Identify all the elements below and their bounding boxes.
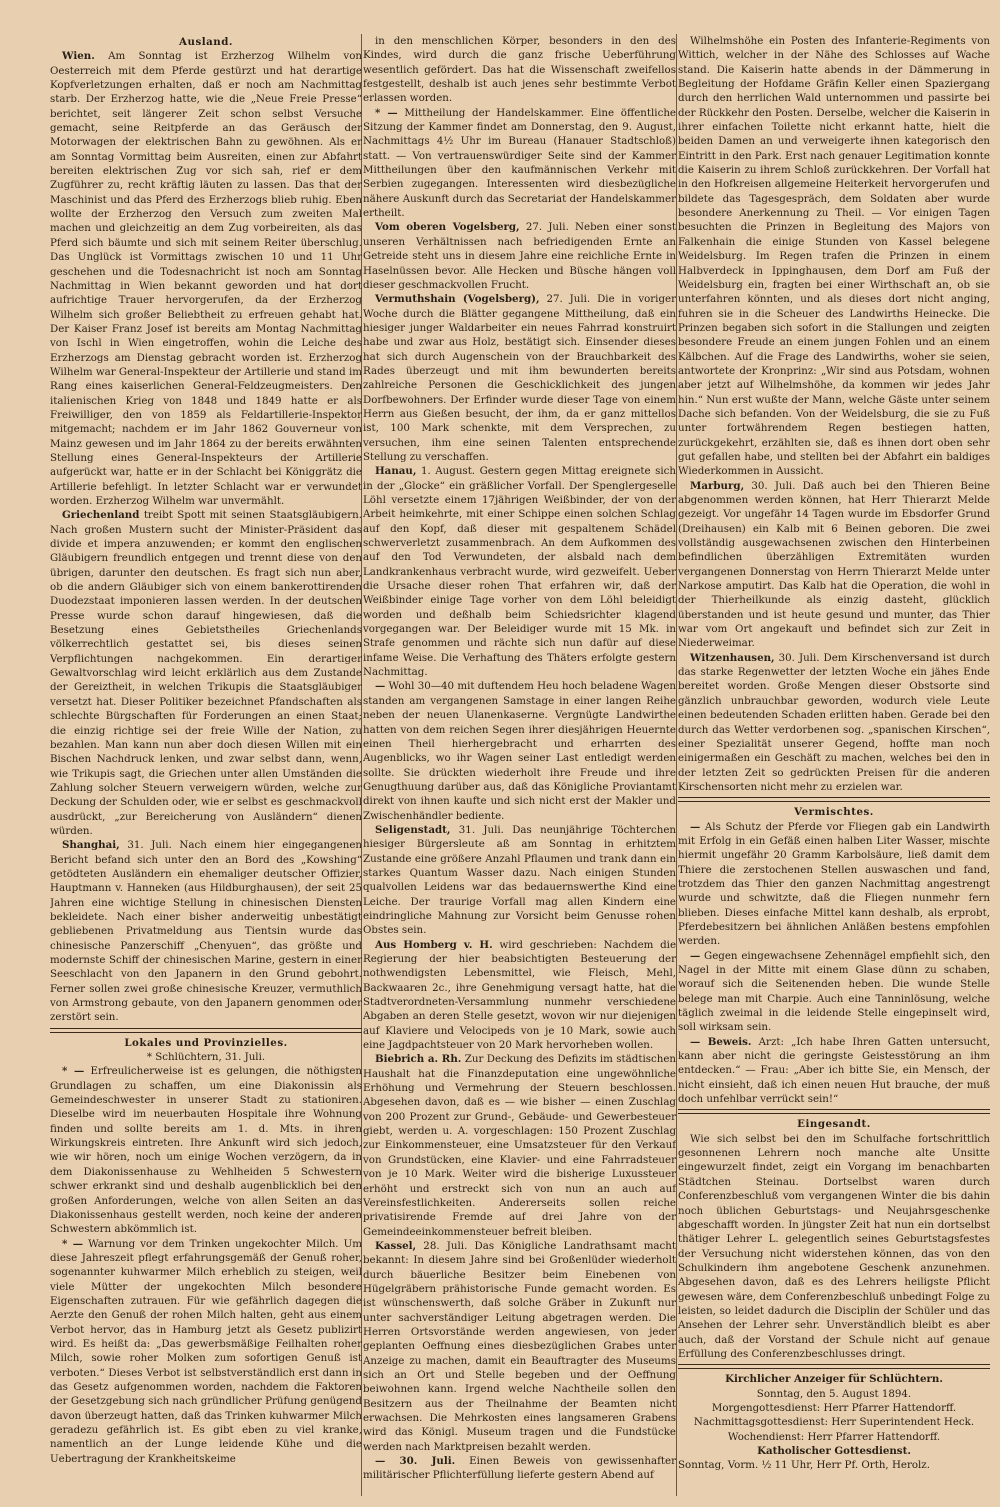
- article-text: 27. Juli. Neben einer sonst unseren Verhältnissen nach befriedigenden Ernte an Getreide steht uns in diesem Jahre eine reichliche Ernte in Haselnüssen bevor. Alle Hecken und Büsche hängen voll dieser geschmackvollen Frucht.: [363, 221, 676, 291]
- article-paragraph: [363, 106, 676, 221]
- church-line: Sonntag, Vorm. ½ 11 Uhr, Herr Pf. Orth, Herolz.: [678, 1459, 930, 1472]
- article-paragraph: [678, 1035, 990, 1107]
- article-lead: Griechenland: [62, 509, 140, 522]
- article-text: Am Sonntag ist Erzherzog Wilhelm von Oesterreich mit dem Pferde gestürzt und hat derartige Kopfverletzungen erhalten, daß er noch am Nachmittag starb. Der Erzherzog hatte, wie die „Neue Freie Presse“ berichtet, seit längerer Zeit schon selbst Versuche gemacht, seine Reitpferde an das Geräusch der Motorwagen der elektrischen Bahn zu gewöhnen. Als er am Sonntag Vormittag beim Ausreiten, einen zur Abfahrt bereiten elektrischen Zug vor sich sah, rief er dem Zugführer zu, recht kräftig läuten zu lassen. Das that der Maschinist und das Pferd des Erzherzogs blieb ruhig. Eben wollte der Erzherzog den Versuch zum zweiten Mal machen und gleichzeitig an dem Zug vorbeireiten, als das Pferd sich bäumte und sich mit seinem Reiter überschlug. Das Unglück ist Vormittags zwischen 10 und 11 Uhr geschehen und die Todesnachricht ist noch am Sonntag Nachmittag in Wien bekannt geworden und hat dort aufrichtige Trauer hervorgerufen, da der Erzherzog Wilhelm sich großer Beliebtheit zu erfreuen gehabt hat. Der Kaiser Franz Josef ist bereits am Montag Nachmittag von Ischl in Wien eingetroffen, wohin die Leiche des Erzherzogs am Dienstag gebracht worden ist. Erzherzog Wilhelm war General-Inspekteur der Artillerie und stand im Rang eines kaiserlichen General-Feldzeugmeisters. Den italienischen Krieg von 1848 und 1849 hatte er als Freiwilliger, den von 1859 als Feldartillerie-Inspektor mitgemacht; nachdem er im Jahr 1862 Gouverneur von Mainz gewesen und im Jahr 1864 zu der bereits erwähnten Stellung eines General-Inspekteurs der Artillerie aufgerückt war, hatte er in der Schlacht bei Königgrätz die Artillerie befehligt. In letzter Schlacht war er verwundet worden. Erzherzog Wilhelm war unvermählt.: [50, 50, 362, 507]
- article-lead: Aus Homberg v. H.: [375, 938, 493, 951]
- column-2: [363, 34, 676, 1496]
- article-paragraph: [678, 651, 990, 794]
- article-text: Als Schutz der Pferde vor Fliegen gab ein Landwirth mit Erfolg in ein Gefäß einen halben Liter Wasser, mischte hiermit ungefähr 20 Gramm Karbolsäure, ließ damit dem Thiere die zerstochenen Stellen auswaschen und fand, trotzdem das Thier den ganzen Nachmittag angestrengt wurde und schwitzte, daß die Fliegen nunmehr fern blieben. Dieses einfache Mittel kann deshalb, als erprobt, Pferdebesitzern bei ähnlichen Anläßen bestens empfohlen werden.: [678, 820, 990, 948]
- section-heading-lokales: Lokales und Provinzielles.: [124, 1036, 288, 1049]
- article-paragraph: [363, 679, 676, 822]
- article-text: treibt Spott mit seinen Staatsgläubigern. Nach großen Mustern sucht der Minister-Präsident das divide et impera anzuwenden; er kommt den englischen Gläubigern freundlich entgegen und trennt diese von den übrigen, darunter den deutschen. Es fragt sich nun aber, ob die andern Gläubiger sich von einem bankerottirenden Duodezstaat imponieren lassen werden. In der deutschen Presse wurde schon darauf hingewiesen, daß die Besetzung eines Gebietstheiles Griechenlands völkerrechtlich gestattet sei, bis dieses seinen Verpflichtungen nachgekommen. Ein derartiger Gewaltvorschlag wird leicht erklärlich aus dem Zustande der Gereiztheit, in welchen Trikupis die Staatsgläubiger versetzt hat. Dieser Politiker bezeichnet Pfandschaften als schlechte Bürgschaften für Forderungen an einen Staat; die einzig richtige sei der freie Wille der Nation, zu bezahlen. Man kann nun aber doch diesen Willen mit ein Bischen Nachdruck lenken, und zwar selbst dann, wenn, wie Trikupis sagt, die Griechen unter allen Umständen die Zahlung solcher Steuern verweigern würden, welche zur Deckung der Schulden oder, wie er selbst es geschmackvoll ausdrückt, „zur Bereicherung von Ausländern“ dienen würden.: [50, 509, 362, 837]
- church-line: Morgengottesdienst: Herr Pfarrer Hattendorff.: [711, 1401, 957, 1414]
- article-paragraph: [363, 1239, 676, 1454]
- article-lead: Shanghai,: [62, 839, 120, 852]
- section-divider: [678, 1109, 990, 1114]
- article-lead: Marburg,: [690, 479, 745, 492]
- article-paragraph: [678, 1132, 990, 1362]
- article-lead: — Beweis.: [690, 1035, 752, 1048]
- article-paragraph: [50, 1237, 362, 1467]
- article-lead: —: [690, 820, 701, 833]
- section-heading-ausland: Ausland.: [179, 36, 233, 48]
- article-lead: Vermuthshain (Vogelsberg),: [375, 293, 540, 306]
- article-paragraph: [363, 823, 676, 938]
- article-text: 31. Juli. Nach einem hier eingegangenen Bericht befand sich unter den an Bord des „Kowshing“ getödteten Ausländern ein ehemaliger deutscher Offizier, Hauptmann v. Hanneken (aus Hildburghausen), der seit 25 Jahren eine wichtige Stellung in chinesischen Diensten bekleidete. Nach einer bisher anderweitig unbestätigt gebliebenen Privatmeldung aus Tientsin wurde das chinesische Panzerschiff „Chenyuen“, das größte und modernste Schiff der chinesischen Marine, gestern in einer Seeschlacht von den Japanern in den Grund gebohrt. Ferner sollen zwei große chinesische Kreuzer, vermuthlich von Armstrong gebaute, von den Japanern genommen oder zerstört sein.: [50, 839, 362, 1024]
- article-text: 28. Juli. Das Königliche Landrathsamt macht bekannt: In diesem Jahre sind bei Großenlüder wiederholt durch bäuerliche Besitzer beim Einebenen von Hügelgräbern prähistorische Funde gemacht worden. Es ist wünschenswerth, daß solche Gräber in Zukunft nur unter sachverständiger Leitung abgetragen werden. Die Herren Ortsvorstände werden angewiesen, von jeder geplanten Oeffnung eines diesbezüglichen Grabes unter Anzeige zu machen, damit ein Beauftragter des Museums sich an Ort und Stelle begeben und der Oeffnung beiwohnen kann. Irgend welche Nachtheile sollen den Besitzern aus der Theilnahme der Beamten nicht erwachsen. Die Mehrkosten eines langsameren Grabens wird das Königl. Museum tragen und die Fundstücke werden nach Marktpreisen bezahlt werden.: [363, 1239, 676, 1453]
- dateline: * Schlüchtern, 31. Juli.: [146, 1051, 266, 1064]
- article-text: Erfreulicherweise ist es gelungen, die nöthigsten Grundlagen zu schaffen, um eine Diakonissin als Gemeindeschwester in unserer Stadt zu stationiren. Dieselbe wird im neuerbauten Hospitale ihre Wohnung finden und sollte bereits am 1. d. Mts. in ihren Wirkungskreis eintreten. Ihre Ankunft wird sich jedoch, wie wir hören, noch um einige Wochen verzögern, da in dem Diakonissenhause zu Wehlheiden 5 Schwestern schwer erkrankt sind und deshalb augenblicklich bei den großen Anforderungen, welche von allen Seiten an das Diakonissenhaus gestellt werden, noch keine der anderen Schwestern abkömmlich ist.: [50, 1065, 362, 1236]
- article-text: Zur Deckung des Defizits im städtischen Haushalt hat die Finanzdeputation eine ungewöhnliche Erhöhung und Vermehrung der Steuern beschlossen. Abgesehen davon, daß es — wie bisher — einen Zuschlag von 200 Prozent zur Grund-, Gebäude- und Gewerbesteuer giebt, werden u. A. vorgeschlagen: 150 Prozent Zuschlag zur Einkommensteuer, eine Umsatzsteuer für den Verkauf von Grundstücken, eine Klavier- und eine Fahrradsteuer von je 10 Mark. Weiter wird die bisherige Luxussteuer erhöht und erstreckt sich von nun an auch auf Vereinsfestlichkeiten. Andererseits sollen reiche privatisirende Fremde auf drei Jahre von der Gemeindeeinkommensteuer befreit bleiben.: [363, 1053, 676, 1238]
- column-rule: [676, 34, 677, 1496]
- article-paragraph: [678, 34, 990, 479]
- article-text: 27. Juli. Die in voriger Woche durch die Blätter gegangene Mittheilung, daß ein hiesiger junger Waldarbeiter ein neues Fahrrad konstruirt habe und zwar aus Holz, bestätigt sich. Einsender dieses hat sich durch Augenschein von der Brauchbarkeit des Rades überzeugt und mit ihm bewunderten bereits zahlreiche Personen die Geschicklichkeit des jungen Dorfbewohners. Der Erfinder wurde dieser Tage von einem Herrn aus Gießen besucht, der ihm, da er ganz mittellos ist, 100 Mark schenkte, mit dem Versprechen, zu versuchen, ihm eine seinen Talenten entsprechende Stellung zu verschaffen.: [363, 293, 676, 463]
- section-divider: [678, 797, 990, 802]
- church-line: Nachmittagsgottesdienst: Herr Superintendent Heck.: [693, 1416, 975, 1429]
- article-paragraph: [50, 838, 362, 1024]
- section-divider: [50, 1028, 362, 1033]
- article-paragraph: [363, 938, 676, 1053]
- article-paragraph: [50, 508, 362, 838]
- article-paragraph: [363, 220, 676, 292]
- church-date: Sonntag, den 5. August 1894.: [756, 1387, 912, 1400]
- article-text: Einen Beweis von gewissenhafter militärischer Pflichterfüllung lieferte gestern Abend auf: [363, 1455, 676, 1482]
- article-text: 31. Juli. Das neunjährige Töchterchen hiesiger Bürgersleute aß am Sonntag in erhitztem Zustande eine größere Anzahl Pflaumen und trank dann ein starkes Quantum Wasser dazu. Nach einigen Stunden qualvollen Leidens war das bedauernswerthe Kind eine Leiche. Der traurige Vorfall mag allen Kindern eine eindringliche Mahnung zur Vorsicht beim Genusse rohen Obstes sein.: [363, 823, 676, 937]
- article-paragraph: [363, 1052, 676, 1238]
- church-line: Wochendienst: Herr Pfarrer Hattendorff.: [727, 1430, 941, 1443]
- article-paragraph: [678, 820, 990, 949]
- article-paragraph: [50, 1064, 362, 1236]
- article-paragraph: [363, 1454, 676, 1483]
- article-text: 30. Juli. Dem Kirschenversand ist durch das starke Regenwetter der letzten Woche ein jähes Ende bereitet worden. Große Mengen dieser Obstsorte sind gänzlich unbrauchbar geworden, wodurch viele Leute einen bedeutenden Schaden erlitten haben. Gerade bei den durch das Wetter verdorbenen sog. „spanischen Kirschen“, einer Spezialität unserer Gegend, hoffte man noch einigermaßen ein Geschäft zu machen, welches bei den in der letzten Zeit so gedrückten Preisen für die anderen Kirschensorten nicht mehr zu erzielen war.: [678, 651, 990, 793]
- article-lead: Kassel,: [375, 1239, 417, 1252]
- article-lead: Witzenhausen,: [690, 651, 775, 664]
- column-1: [50, 34, 362, 1496]
- article-paragraph: [363, 34, 676, 106]
- article-lead: Seligenstadt,: [375, 823, 451, 836]
- article-text: Gegen eingewachsene Zehennägel empfiehlt sich, den Nagel in der Mitte mit einem Glase dünn zu schaben, worauf sich die Seitenenden heben. Die wunde Stelle belege man mit Charpie. Auch eine Tanninlösung, welche täglich zweimal in die leidende Stelle eingepinselt wird, soll wirksam sein.: [678, 949, 990, 1034]
- article-lead: — 30. Juli.: [375, 1455, 456, 1468]
- article-paragraph: [50, 49, 362, 508]
- article-text: Warnung vor dem Trinken ungekochter Milch. Um diese Jahreszeit pflegt erfahrungsgemäß der Genuß roher, sogenannter kuhwarmer Milch erheblich zu steigen, weil viele Mütter der ungekochten Milch besondere Eigenschaften zutrauen. Für wie gefährlich dagegen die Aerzte den Genuß der rohen Milch halten, geht aus einem Verbot hervor, das in Hamburg jetzt als Gesetz publizirt wird. Es heißt da: „Das gewerbsmäßige Feilhalten roher Milch, sowie roher Molken zum sofortigen Genuß ist verboten.“ Dieses Verbot ist selbstverständlich erst dann in das Gesetz aufgenommen worden, nachdem die Faktoren der Gesetzgebung sich nach gründlicher Prüfung genügend davon überzeugt hatten, daß das Trinken kuhwarmer Milch geradezu gefährlich ist. Es gibt eben zu viel kranke, namentlich an der Lunge leidende Kühe und die Uebertragung der Krankheitskeime: [50, 1237, 362, 1465]
- article-lead: * —: [375, 106, 398, 119]
- article-paragraph: [363, 464, 676, 679]
- article-text: Wilhelmshöhe ein Posten des Infanterie-Regiments von Wittich, welcher in der Nähe des Schlosses auf Wache stand. Die Kaiserin hatte abends in der Dämmerung in Begleitung der Hofdame Gräfin Keller einen Spaziergang durch den herrlichen Wald unternommen und passirte bei der Rückkehr den Posten. Derselbe, welcher die Kaiserin in ihrer einfachen Toilette nicht erkannt hatte, hielt die beiden Damen an und verweigerte ihnen kategorisch den Eintritt in den Park. Erst nach genauer Legitimation konnte die Kaiserin zu ihrem Schloß zurückkehren. Der Vorfall hat in den Hofkreisen allgemeine Heiterkeit hervorgerufen und bildete das Tagesgespräch, dem Soldaten aber wurde besondere Anerkennung zu Theil. — Vor einigen Tagen besuchten die Prinzen in Begleitung des Majors von Falkenhain die einige Stunden von Kassel belegene Weidelsburg. Im Regen trafen die Prinzen in einem Halbverdeck in Ippinghausen, dem Dorf am Fuß der Weidelsburg ein, fragten bei einer Wirthschaft an, ob sie unterfahren könnten, und als dieses dort nicht anging, fuhren sie in die Scheuer des Landwirths Heinecke. Die Prinzen begaben sich sofort in die Stallungen und zeigten besondere Freude an einem jungen Fohlen und an einem Kälbchen. Auf die Frage des Landwirths, woher sie seien, antwortete der Kronprinz: „Wir sind aus Potsdam, wohnen aber jetzt auf Wilhelmshöhe, da kommen wir jedes Jahr hin.“ Nun erst wußte der Mann, welche Gäste unter seinem Dache sich befanden. Von der Weidelsburg, die sie zu Fuß unter fortwährendem Regen bestiegen hatten, zurückgekehrt, erzählten sie, daß es ihnen dort oben sehr gut gefallen habe, und stellten bei der Abfahrt ein baldiges Wiederkommen in Aussicht.: [678, 35, 990, 478]
- article-lead: —: [690, 949, 701, 962]
- article-lead: * —: [62, 1237, 84, 1250]
- article-lead: Biebrich a. Rh.: [375, 1053, 462, 1066]
- article-paragraph: [678, 479, 990, 651]
- article-lead: Wien.: [62, 50, 95, 63]
- article-text: Wie sich selbst bei den im Schulfache fortschrittlich gesonnenen Lehrern noch manche alte Unsitte eingewurzelt findet, zeigt ein Vorgang im benachbarten Städtchen Steinau. Dortselbst waren durch Conferenzbeschluß vom vergangenen Winter die bis dahin noch üblichen Geburtstags- und Neujahrsgeschenke abgeschafft worden. In jüngster Zeit hat nun ein dortselbst thätiger Lehrer L. gelegentlich seines Geburtstagsfestes der Versuchung nicht widerstehen können, das von den Schulkindern ihm angebotene Geschenk anzunehmen. Abgesehen davon, daß es des Lehrers heiligste Pflicht gewesen wäre, dem Conferenzbeschluß unbedingt Folge zu leisten, so leidet dadurch die Disciplin der Schüler und das Ansehen der Lehrer sehr. Unverständlich bleibt es aber auch, daß der Vorstand der Schule nicht auf genaue Erfüllung des Conferenzbeschlusses dringt.: [678, 1132, 990, 1360]
- section-divider: [678, 1364, 990, 1369]
- article-text: Wohl 30—40 mit duftendem Heu hoch beladene Wagen standen am vergangenen Samstage in einer langen Reihe neben der neuen Ulanenkaserne. Vergnügte Landwirthe hatten von dem reichen Segen ihrer diesjährigen Heuernte einen Theil hierhergebracht und erharrten des Augenblicks, wo ihr Wagen seiner Last entledigt werden sollte. Sie drückten wiederholt ihre Freude und ihre Genugthuung darüber aus, daß das Königliche Proviantamt direkt von ihnen kaufte und sich nicht erst der Makler und Zwischenhändler bediente.: [363, 680, 676, 822]
- article-paragraph: [363, 292, 676, 464]
- article-text: in den menschlichen Körper, besonders in den des Kindes, wird durch die ganz frische Ueberführung wesentlich gefördert. Das hat die Wissenschaft zweifellos festgestellt, deshalb ist auch jenes sehr bestimmte Verbot erlassen worden.: [363, 35, 676, 105]
- catholic-title: Katholischer Gottesdienst.: [757, 1445, 911, 1457]
- article-lead: * —: [62, 1065, 85, 1078]
- article-text: 1. August. Gestern gegen Mittag ereignete sich in der „Glocke“ ein gräßlicher Vorfall. Der Spenglergeselle Löhl versetzte einem 17jährigen Weißbinder, der von der Arbeit heimkehrte, mit einer Schippe einen solchen Schlag auf den Kopf, daß dieser mit gespaltenem Schädel schwerverletzt zusammenbrach. An dem Aufkommen des auf den Tod Verwundeten, der alsbald nach dem Landkrankenhaus verbracht wurde, wird gezweifelt. Ueber die Ursache dieser rohen That erfahren wir, daß der Weißbinder einige Tage vorher von dem Löhl beleidigt worden und deßhalb beim Schiedsrichter klagend vorgegangen war. Der Beleidiger wurde mit 15 Mk. in Strafe genommen und rächte sich nun dafür auf diese infame Weise. Die Verhaftung des Thäters erfolgte gestern Nachmittag.: [363, 465, 676, 679]
- section-heading-eingesandt: Eingesandt.: [797, 1118, 871, 1131]
- article-lead: Hanau,: [375, 465, 417, 478]
- article-text: Mittheilung der Handelskammer. Eine öffentliche Sitzung der Kammer findet am Donnerstag, den 9. August, Nachmittags 4½ Uhr im Bureau (Hanauer Stadtschloß) statt. — Von vertrauenswürdiger Seite sind der Kammer Mittheilungen über den kaufmännischen Verkehr mit Serbien zugegangen. Interessenten wird diesbezügliche nähere Auskunft durch das Secretariat der Handelskammer ertheilt.: [363, 106, 676, 220]
- section-heading-vermischtes: Vermischtes.: [794, 806, 874, 819]
- article-lead: —: [375, 680, 386, 693]
- article-lead: Vom oberen Vogelsberg,: [375, 221, 520, 234]
- article-text: Arzt: „Ich habe Ihren Gatten untersucht, kann aber nicht die geringste Geistesstörung an ihm entdecken.“ — Frau: „Aber ich bitte Sie, ein Mensch, der nicht einsieht, daß ich einen neuen Hut brauche, der muß doch unfehlbar verrückt sein!“: [678, 1035, 990, 1106]
- column-3: [678, 34, 990, 1496]
- article-paragraph: [678, 949, 990, 1035]
- article-text: 30. Juli. Daß auch bei den Thieren Beine abgenommen werden können, hat Herr Thierarzt Melde gezeigt. Vor ungefähr 14 Tagen wurde im Ebsdorfer Grund (Dreihausen) ein Kalb mit 6 Beinen geboren. Die zwei vollständig ausgewachsenen zwischen den Hinterbeinen befindlichen überzähligen Extremitäten wurden vergangenen Donnerstag von Herrn Thierarzt Melde unter Narkose amputirt. Das Kalb hat die Operation, die wohl in der Thierheilkunde als einzig dasteht, glücklich überstanden und ist heute gesund und munter, das Thier war vom Ort angekauft und befindet sich zur Zeit in Niederweimar.: [678, 479, 990, 650]
- church-title: Kirchlicher Anzeiger für Schlüchtern.: [725, 1373, 943, 1386]
- article-text: wird geschrieben: Nachdem die Regierung der hier beabsichtigten Besteuerung der nothwendigsten Lebensmittel, wie Fleisch, Mehl, Backwaaren 2c., ihre Genehmigung versagt hatte, hat die Stadtverordneten-Versammlung nunmehr verschiedene Abgaben an deren Stelle gesetzt, wovon wir nur diejenigen auf Klaviere und Velocipeds von je 10 Mark, sowie auch eine Jagdpachtsteuer von 20 Mark hervorheben wollen.: [363, 938, 676, 1052]
